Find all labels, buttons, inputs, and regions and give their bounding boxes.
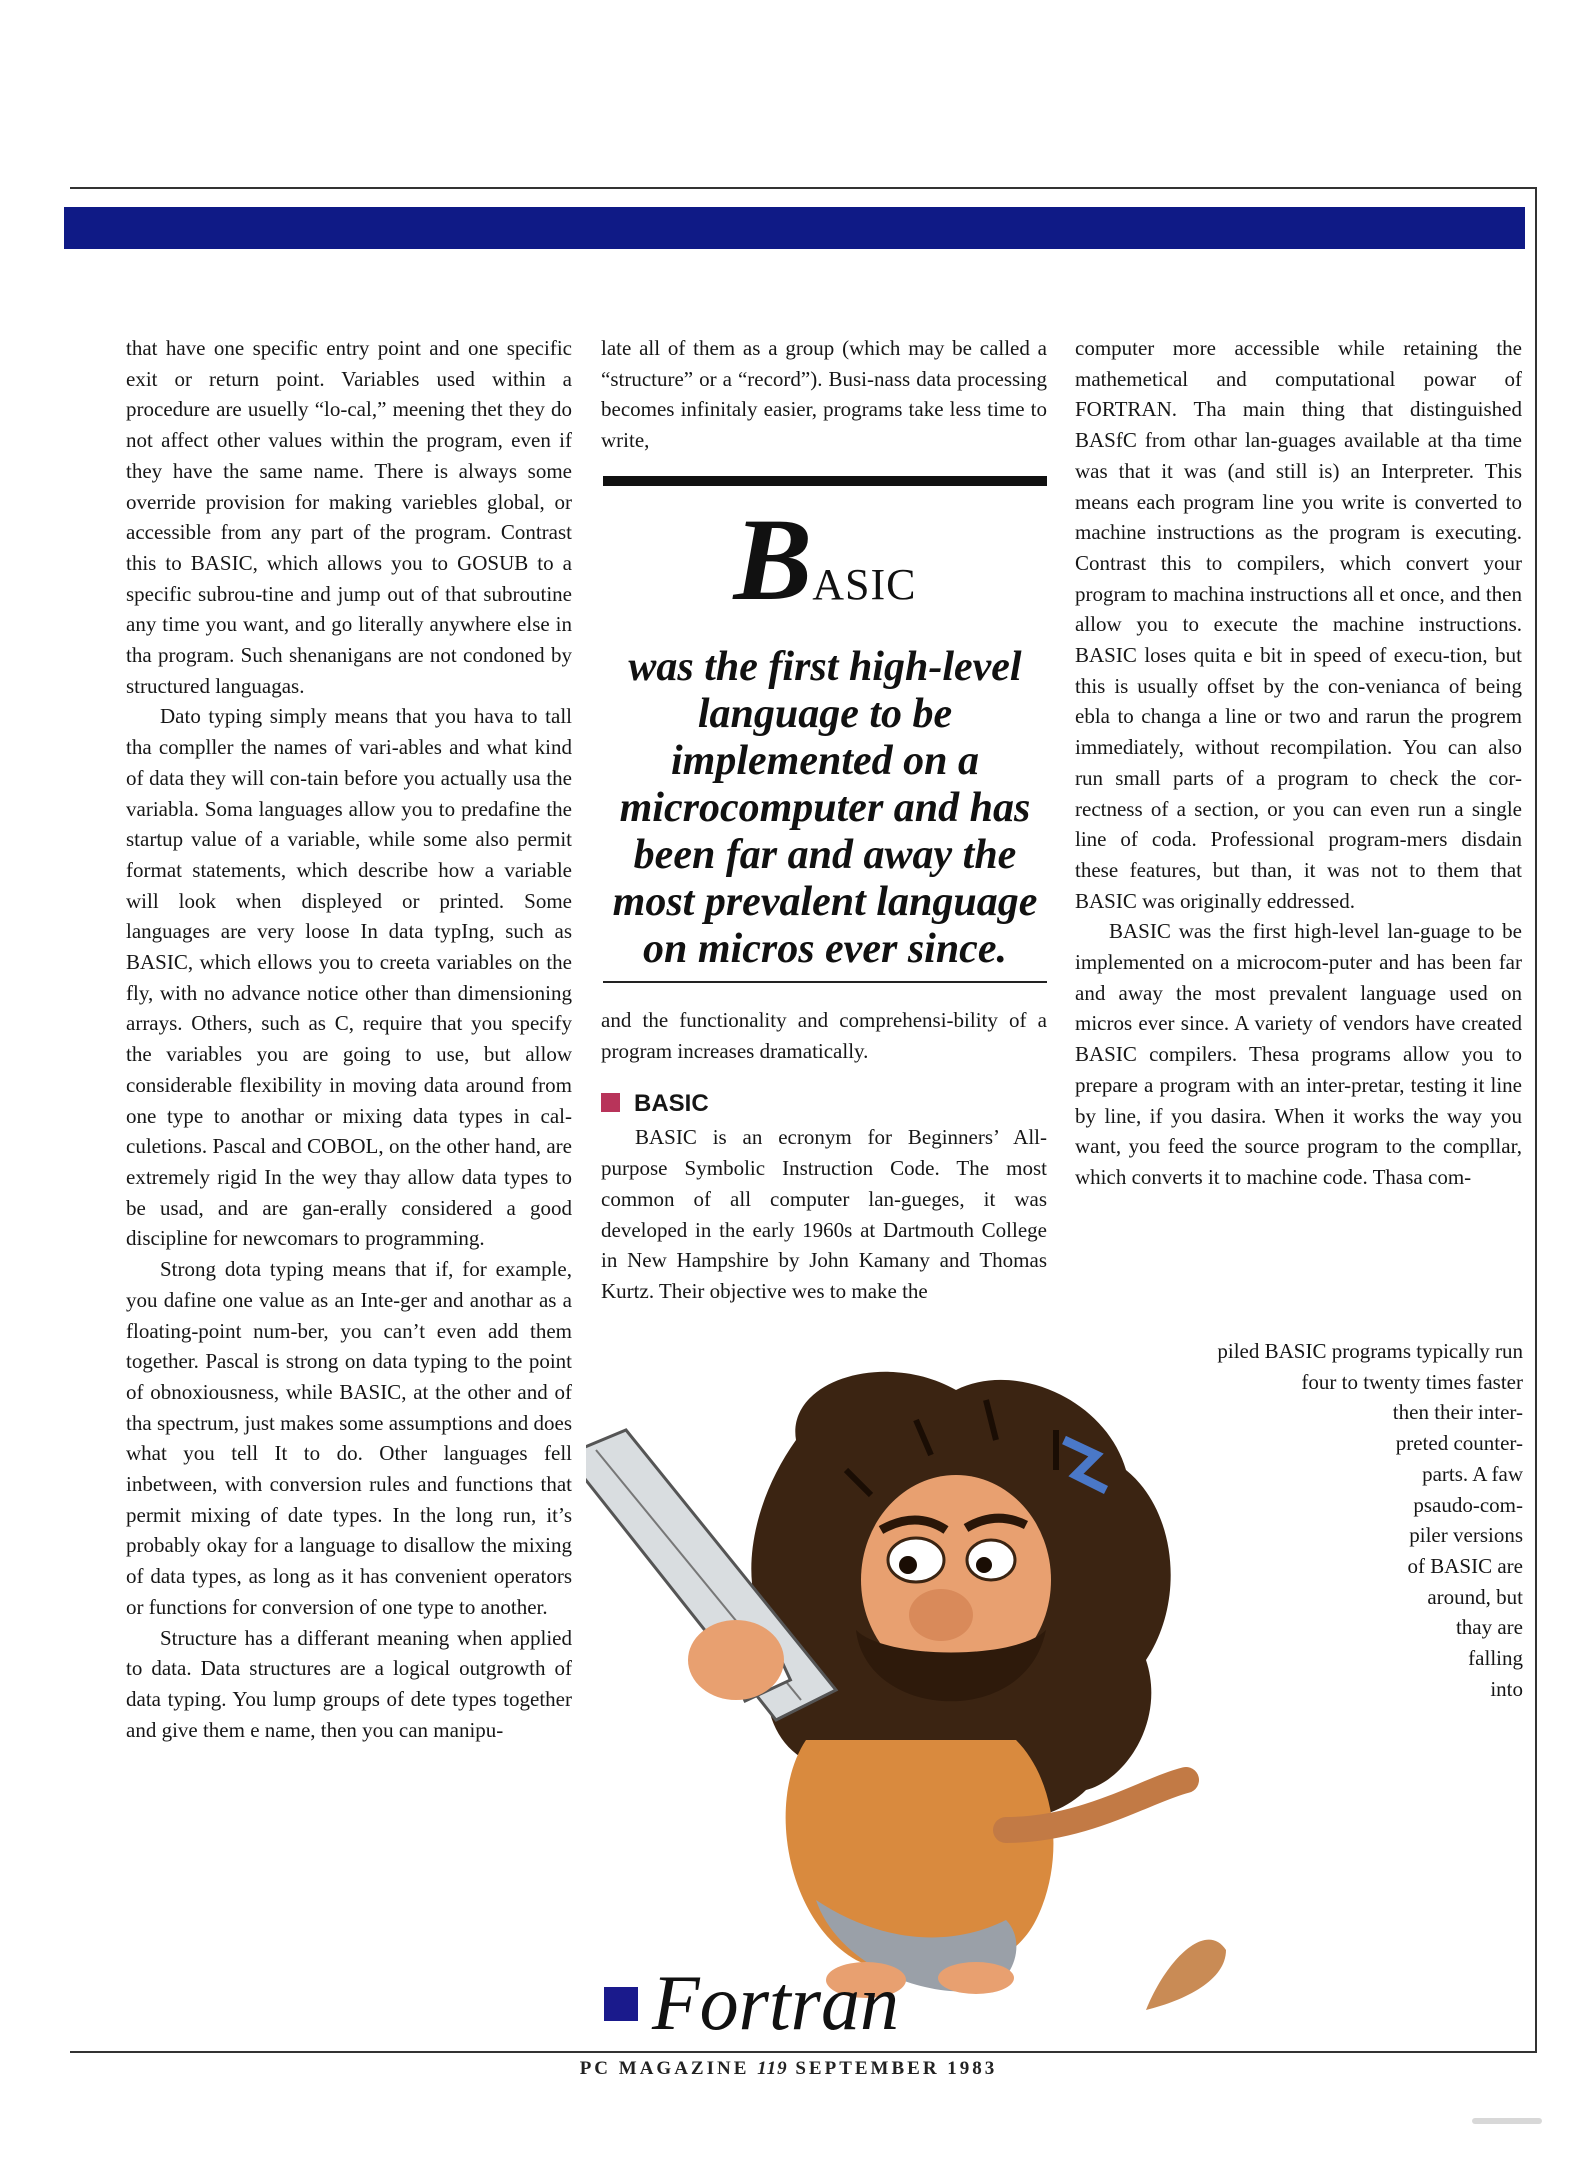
wrapped-line: preted counter- [1395,1431,1523,1456]
section-square-icon [604,1987,638,2021]
paragraph: late all of them as a group (which may be called a “structure” or a “record”). Busi-nass data processing becomes infinitaly easier, programs take less time to write, [601,336,1047,453]
top-rule [70,187,1537,189]
wrapped-line: parts. A faw [1422,1461,1523,1486]
club-icon [1146,1940,1226,2010]
next-section-heading [604,1958,899,2048]
caveman-hand-icon [688,1620,784,1700]
pullquote-bottom-rule [603,981,1047,983]
paragraph: BASIC was the first high-level lan-guage to be implemented on a microcom-puter and has been far and away the most prevalent language used on micros ever since. A variety of vendors have created BASIC compilers. Thesa programs allow you to prepare a program with an inter-pretar, testing it line by line, if you dasira. When it works the way you want, you feed the source program to the compllar, which converts it to machine code. Thasa com- [1075,919,1522,1189]
scan-smudge [1472,2118,1542,2124]
section-heading-basic [601,1088,1047,1120]
pullquote-top-rule [603,476,1047,486]
wrapped-line: piled BASIC programs typically run [1217,1339,1523,1363]
paragraph: that have one specific entry point and one specific exit or return point. Variables used within a procedure are usuelly “lo-cal,” meening thet they do not affect other values within the program, even if they have the same name. There is always some override provision for making variebles global, or accessible from any part of the program. Contrast this to BASIC, which allows you to GOSUB to a specific subrou-tine and jump out of that subroutine any time you want, and go literally anywhere else in tha program. Such shenanigans are not condoned by structured languagas. [126,336,572,698]
pullquote-heading-rest: ASIC [812,560,917,609]
caveman-illustration [586,1360,1226,2010]
wrapped-line: then their inter- [1392,1400,1523,1425]
wrapped-line: into [1490,1676,1523,1701]
next-section-title: Fortran [652,1959,900,2046]
page-number: 119 [757,2058,788,2079]
column-2-top [601,333,1047,456]
pullquote-text: was the first high-level language to be implemented on a microcomputer and has been far and away the most prevalent language on micros ever since. [612,644,1038,972]
wrapped-line: around, but [1427,1584,1523,1609]
wrapped-line: four to twenty times faster [1301,1369,1523,1394]
pullquote-drop-cap: B [733,494,813,625]
issue-date: SEPTEMBER 1983 [795,2058,998,2079]
paragraph: Structure has a differant meaning when applied to data. Data structures are a logical outgrowth of data typing. You lump groups of dete types together and give them e name, then you can manipu- [126,1625,572,1742]
paragraph: BASIC is an ecronym for Beginners’ All-purpose Symbolic Instruction Code. The most common of all computer lan-gueges, it was developed in the early 1960s at Dartmouth College in New Hampshire by John Kamany and Thomas Kurtz. Their objective wes to make the [601,1125,1047,1303]
pullquote-heading [603,494,1047,640]
wrapped-line: psaudo-com- [1413,1492,1523,1517]
column-1 [126,333,572,1745]
wrapped-line: of BASIC are [1407,1553,1523,1578]
page-footer [0,2058,1577,2080]
paragraph: and the functionality and comprehensi-bility of a program increases dramatically. [601,1008,1047,1063]
wrapped-line: piler versions [1409,1523,1523,1548]
right-rule [1535,187,1537,2053]
column-3 [1075,333,1522,1193]
section-square-icon [601,1093,620,1112]
paragraph: Dato typing simply means that you hava to tall tha compller the names of vari-ables and what kind of data they will con-tain before you actually usa the variabla. Soma languages allow you to predafine the startup value of a variable, while some also permit format statements, which describe how a variable will look when displeyed or printed. Some languages are very loose In data typIng, such as BASIC, which ellows you to creeta variables on the fly, with no advance notice other than dimensioning arrays. Others, such as C, require that you specify the variables you are going to use, but allow considerable flexibility in moving data around from one type to anothar or mixing data types in cal-culetions. Pascal and COBOL, on the other hand, are extremely rigid In the wey thay allow data types to be usad, and are gan-erally considered a good discipline for newcomars to programming. [126,704,572,1251]
paragraph: computer more accessible while retaining the mathemetical and computational powar of FORTRAN. Tha main thing that distinguished BASfC from othar lan-guages available at tha time was that it was (and still is) an Interpreter. This means each program line you write is converted to machine instructions as the program is executing. Contrast this to compilers, which convert your program to machina instructions all et once, and then allow you to execute the machine instructions. BASIC loses quita e bit in speed of execu-tion, but this is usually offset by the con-venianca of being ebla to changa a line or two and rarun the progrem immediately, without recompilation. You can also run small parts of a program to check the cor-rectness of a section, or you can even run a single line of coda. Professional program-mers disdain these features, but than, it was not to them that BASIC was originally eddressed. [1075,336,1522,913]
paragraph: Strong dota typing means that if, for example, you dafine one value as an Inte-ger and anothar as a floating-point num-ber, you can’t even add them together. Pascal is strong on data typing to the point of obnoxiousness, while BASIC, at the other and of tha spectrum, just makes some assumptions and does what you tell It to do. Other languages fell inbetween, with conversion rules and functions that permit mixing of date types. In the long run, it’s probably okay for a language to disallow the mixing of data types, as long as it has convenient operators or functions for conversion of one type to another. [126,1257,572,1619]
wrapped-line: thay are [1455,1615,1523,1640]
column-2-bottom [601,1005,1047,1307]
header-banner [64,207,1525,249]
section-title: BASIC [634,1090,709,1118]
magazine-name: PC MAGAZINE [579,2058,750,2079]
bottom-rule [70,2051,1537,2053]
pullquote [603,494,1047,973]
wrapped-line: falling [1468,1646,1523,1671]
